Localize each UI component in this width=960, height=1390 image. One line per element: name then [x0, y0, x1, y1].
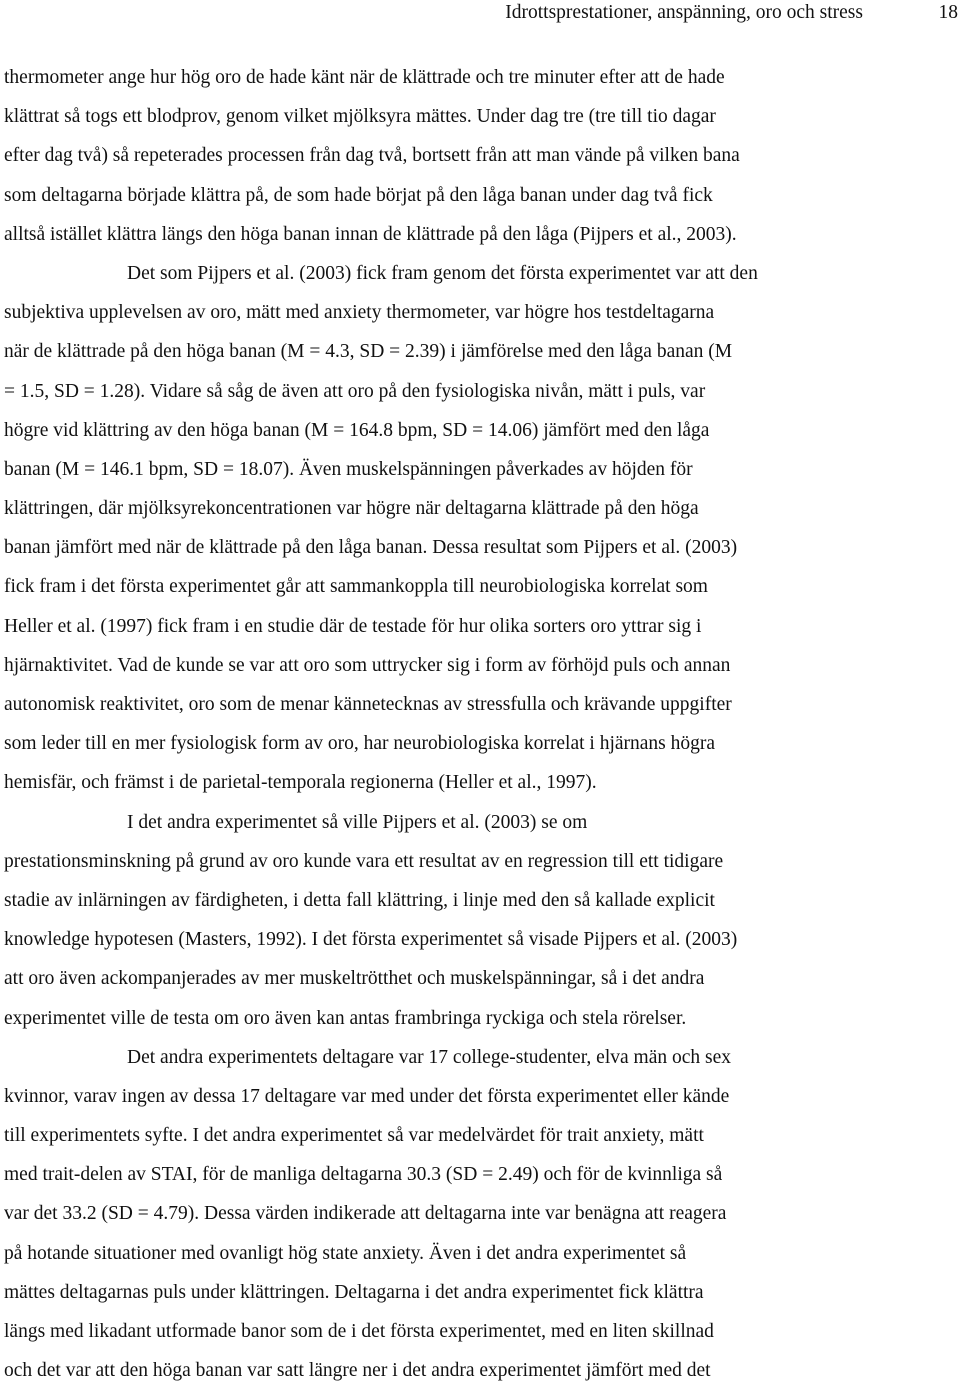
text-line: mättes deltagarnas puls under klättringen. Deltagarna i det andra experimentet fick klättra	[4, 1281, 704, 1303]
text-line: klättringen, där mjölksyrekoncentrationen var högre när deltagarna klättrade på den höga	[4, 498, 699, 520]
text-line: autonomisk reaktivitet, oro som de menar kännetecknas av stressfulla och krävande uppgifter	[4, 694, 732, 715]
text-line: klättrat så togs ett blodprov, genom vilket mjölksyra mättes. Under dag tre (tre till tio dagar	[4, 106, 716, 128]
text-line: när de klättrade på den höga banan (M = 4.3, SD = 2.39) i jämförelse med den låga banan (M	[4, 341, 733, 363]
text-line: och det var att den höga banan var satt längre ner i det andra experimentet jämfört med det	[4, 1360, 711, 1382]
paragraph-first-line: Det som Pijpers et al. (2003) fick fram genom det första experimentet var att den	[127, 262, 758, 284]
text-line: som leder till en mer fysiologisk form av oro, har neurobiologiska korrelat i hjärnans högra	[4, 733, 716, 755]
text-line: kvinnor, varav ingen av dessa 17 deltagare var med under det första experimentet eller kände	[4, 1085, 730, 1107]
text-line: efter dag två) så repeterades processen från dag två, bortsett från att man vände på vilken bana	[4, 145, 740, 167]
text-line: hjärnaktivitet. Vad de kunde se var att oro som uttrycker sig i form av förhöjd puls och annan	[4, 654, 731, 676]
text-line: hemisfär, och främst i de parietal-temporala regionerna (Heller et al., 1997).	[4, 772, 597, 794]
text-line: med trait-delen av STAI, för de manliga deltagarna 30.3 (SD = 2.49) och för de kvinnliga så	[4, 1164, 723, 1186]
text-line: knowledge hypotesen (Masters, 1992). I det första experimentet så visade Pijpers et al. (2003)	[4, 929, 738, 951]
text-line: banan jämfört med när de klättrade på den låga banan. Dessa resultat som Pijpers et al. (2003)	[4, 537, 738, 559]
body-text	[4, 58, 956, 1390]
text-line: experimentet ville de testa om oro även kan antas frambringa ryckiga och stela rörelser.	[4, 1007, 687, 1029]
text-line: Heller et al. (1997) fick fram i en studie där de testade för hur olika sorters oro yttrar sig i	[4, 615, 702, 637]
text-line: högre vid klättring av den höga banan (M = 164.8 bpm, SD = 14.06) jämfört med den låga	[4, 419, 710, 441]
text-line: till experimentets syfte. I det andra experimentet så var medelvärdet för trait anxiety, mätt	[4, 1125, 704, 1147]
text-line: = 1.5, SD = 1.28). Vidare så såg de även att oro på den fysiologiska nivån, mätt i puls, var	[4, 380, 706, 402]
text-line: stadie av inlärningen av färdigheten, i detta fall klättring, i linje med den så kallade explicit	[4, 889, 715, 911]
text-line: subjektiva upplevelsen av oro, mätt med anxiety thermometer, var högre hos testdeltagarna	[4, 302, 715, 324]
running-title: Idrottsprestationer, anspänning, oro och stress	[505, 2, 863, 23]
text-line: att oro även ackompanjerades av mer muskeltrötthet och muskelspänningar, så i det andra	[4, 968, 705, 990]
text-line: som deltagarna började klättra på, de som hade börjat på den låga banan under dag två fick	[4, 184, 713, 206]
text-line: på hotande situationer med ovanligt hög state anxiety. Även i det andra experimentet så	[4, 1242, 687, 1264]
running-header	[0, 0, 960, 30]
text-line: prestationsminskning på grund av oro kunde vara ett resultat av en regression till ett tidigare	[4, 850, 724, 872]
text-line: alltså istället klättra längs den höga banan innan de klättrade på den låga (Pijpers et al., 2003).	[4, 223, 737, 245]
text-line: längs med likadant utformade banor som de i det första experimentet, med en liten skillnad	[4, 1321, 714, 1342]
paragraph-first-line: I det andra experimentet så ville Pijpers et al. (2003) se om	[127, 811, 588, 833]
text-line: var det 33.2 (SD = 4.79). Dessa värden indikerade att deltagarna inte var benägna att reagera	[4, 1203, 727, 1225]
text-line: fick fram i det första experimentet går att sammankoppla till neurobiologiska korrelat som	[4, 576, 708, 598]
paragraph-first-line: Det andra experimentets deltagare var 17 college-studenter, elva män och sex	[127, 1046, 731, 1068]
text-line: thermometer ange hur hög oro de hade känt när de klättrade och tre minuter efter att de hade	[4, 67, 725, 88]
page-number: 18	[938, 2, 958, 23]
text-line: banan (M = 146.1 bpm, SD = 18.07). Även muskelspänningen påverkades av höjden för	[4, 458, 693, 480]
